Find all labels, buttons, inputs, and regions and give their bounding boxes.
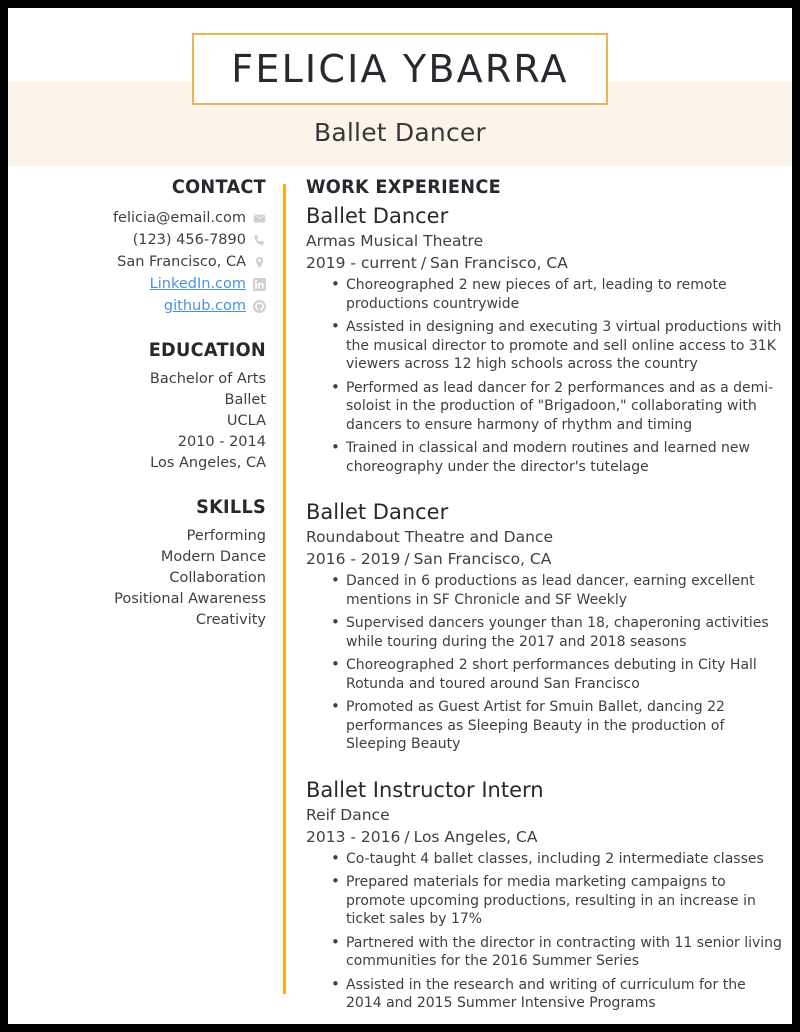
resume-body (8, 176, 792, 1024)
contact-section (8, 176, 266, 317)
education-heading: EDUCATION (148, 339, 266, 361)
job-meta (306, 252, 784, 274)
education-line: Los Angeles, CA (150, 455, 266, 471)
job-role: Ballet Dancer (306, 500, 449, 524)
contact-item-email (8, 208, 266, 229)
header-job-title: Ballet Dancer (314, 118, 486, 147)
skill-item: Positional Awareness (114, 591, 266, 607)
contact-github-link[interactable]: github.com (163, 298, 246, 314)
contact-item-github[interactable] (8, 296, 266, 317)
job-bullet: • Supervised dancers younger than 18, chaperoning activities while touring during the 2017 and 2018 seasons (331, 614, 784, 651)
job-meta-separator: / (404, 827, 410, 846)
job-entry (306, 202, 784, 476)
job-bullet: • Partnered with the director in contracting with 11 senior living communities for the 2016 Summer Series (331, 934, 784, 971)
phone-icon (253, 234, 266, 247)
contact-heading: CONTACT (171, 176, 266, 198)
sidebar (8, 176, 274, 631)
contact-item-phone (8, 230, 266, 251)
job-bullet: • Trained in classical and modern routines and learned new choreography under the director's tutelage (331, 439, 784, 476)
job-dates: 2013 - 2016 (306, 827, 401, 846)
job-bullet: • Choreographed 2 new pieces of art, leading to remote productions countrywide (331, 276, 784, 313)
job-bullets (306, 850, 784, 1013)
job-bullet: • Promoted as Guest Artist for Smuin Ballet, dancing 22 performances as Sleeping Beauty in the production of Sleeping Beauty (331, 698, 784, 754)
job-company: Armas Musical Theatre (306, 232, 484, 250)
job-meta (306, 826, 784, 848)
job-company: Roundabout Theatre and Dance (306, 528, 553, 546)
skill-item: Collaboration (169, 570, 266, 586)
job-bullet: • Assisted in the research and writing of curriculum for the 2014 and 2015 Summer Intensive Programs (331, 976, 784, 1013)
job-location: Los Angeles, CA (413, 827, 538, 846)
education-line: Ballet (224, 392, 266, 408)
contact-list (8, 208, 266, 317)
contact-location-text: San Francisco, CA (117, 254, 246, 270)
job-location: San Francisco, CA (413, 550, 552, 568)
skills-heading: SKILLS (196, 496, 266, 518)
job-bullets (306, 276, 784, 476)
job-bullet: • Prepared materials for media marketing campaigns to promote upcoming productions, resulting in an increase in ticket sales by 17% (331, 873, 784, 929)
contact-email-text: felicia@email.com (112, 210, 246, 226)
job-role: Ballet Dancer (306, 204, 449, 228)
name-box (192, 33, 608, 105)
contact-item-location (8, 252, 266, 273)
skills-list (8, 526, 266, 631)
job-bullet: • Assisted in designing and executing 3 virtual productions with the musical director to promote and sell online access to 31K viewers across 12 high schools across the country (331, 318, 784, 374)
education-list (8, 369, 266, 474)
job-bullet: • Choreographed 2 short performances debuting in City Hall Rotunda and toured around San Francisco (331, 656, 784, 693)
skill-item: Creativity (195, 612, 266, 628)
resume-page (8, 8, 792, 1024)
linkedin-icon[interactable] (253, 278, 266, 291)
job-entry (306, 498, 784, 754)
column-divider (283, 184, 286, 994)
education-line: 2010 - 2014 (177, 434, 266, 450)
skill-item: Performing (186, 528, 266, 544)
education-section (8, 339, 266, 474)
job-bullet: • Co-taught 4 ballet classes, including 2 intermediate classes (331, 850, 784, 869)
contact-linkedin-link[interactable]: LinkedIn.com (149, 276, 246, 292)
page-title: FELICIA YBARRA (231, 47, 569, 91)
job-location: San Francisco, CA (430, 254, 568, 272)
work-experience-section (306, 176, 784, 1018)
skills-section (8, 496, 266, 631)
job-company: Reif Dance (306, 805, 390, 824)
envelope-icon (253, 212, 266, 225)
job-bullet: • Danced in 6 productions as lead dancer, earning excellent mentions in SF Chronicle and SF Weekly (331, 572, 784, 609)
job-dates: 2016 - 2019 (306, 550, 401, 568)
work-experience-heading: WORK EXPERIENCE (306, 176, 501, 198)
education-line: UCLA (226, 413, 266, 429)
job-bullet: • Performed as lead dancer for 2 performances and as a demi-soloist in the production of "Brigadoon," collaborating with dancers to ensure harmony of rhythm and timing (331, 379, 784, 435)
github-icon[interactable] (253, 300, 266, 313)
education-line: Bachelor of Arts (149, 371, 266, 387)
job-role: Ballet Instructor Intern (306, 777, 544, 802)
job-meta-separator: / (420, 254, 427, 272)
job-meta-separator: / (404, 550, 410, 568)
contact-item-linkedin[interactable] (8, 274, 266, 295)
job-meta (306, 548, 784, 570)
contact-phone-text: (123) 456-7890 (132, 232, 246, 248)
location-pin-icon (253, 256, 266, 269)
job-bullets (306, 572, 784, 754)
skill-item: Modern Dance (160, 549, 266, 565)
job-dates: 2019 - current (306, 254, 417, 272)
job-entry (306, 776, 784, 1013)
